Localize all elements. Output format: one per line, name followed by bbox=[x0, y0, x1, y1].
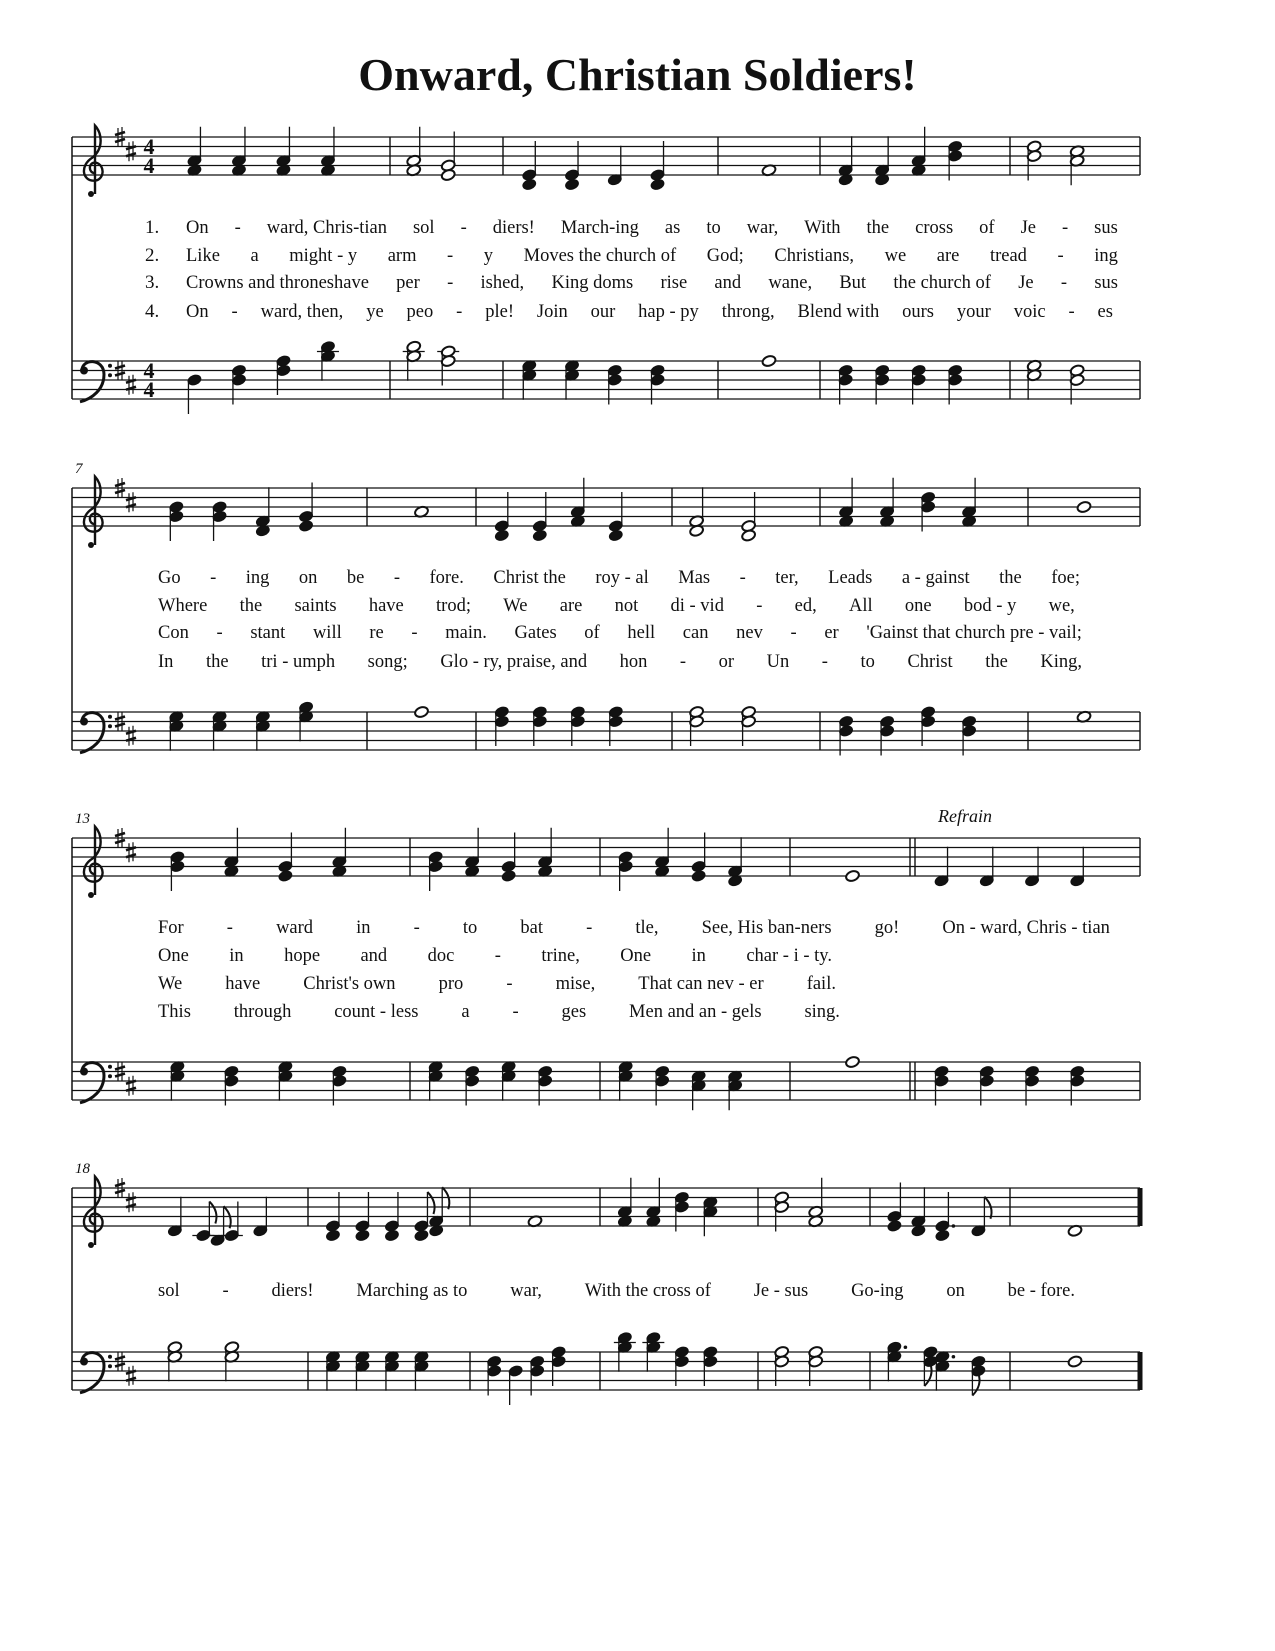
treble-clef-icon bbox=[84, 1177, 103, 1248]
lyric-syllable: a bbox=[461, 1001, 470, 1022]
measure-number: 13 bbox=[75, 811, 90, 827]
lyric-syllable: main. bbox=[445, 622, 487, 643]
lyric-syllable: ges bbox=[561, 1001, 587, 1022]
lyric-line bbox=[186, 300, 1113, 324]
lyric-syllable: have bbox=[368, 595, 404, 616]
syllable-hyphen: - bbox=[234, 217, 241, 238]
note-head bbox=[298, 519, 314, 532]
system-3 bbox=[72, 827, 1140, 1111]
lyric-syllable: hap - py bbox=[638, 301, 699, 322]
note-head bbox=[741, 529, 757, 542]
lyric-syllable: ed, bbox=[794, 595, 817, 616]
lyric-syllable: Marching as to bbox=[356, 1280, 468, 1301]
lyric-syllable: trod; bbox=[436, 595, 471, 616]
lyric-syllable: hell bbox=[627, 622, 656, 643]
lyric-syllable: arm bbox=[387, 245, 417, 266]
measure bbox=[494, 478, 624, 542]
syllable-hyphen: - bbox=[1060, 272, 1068, 293]
bass-staff bbox=[72, 1055, 1140, 1110]
measure-number: 7 bbox=[75, 461, 83, 477]
lyric-syllable: we bbox=[884, 245, 907, 266]
note-head bbox=[761, 354, 777, 367]
lyric-syllable: ward, then, bbox=[260, 301, 344, 322]
syllable-hyphen: - bbox=[226, 917, 233, 938]
measure bbox=[187, 127, 336, 177]
syllable-hyphen: - bbox=[222, 1280, 229, 1301]
measure bbox=[1026, 359, 1085, 404]
time-signature-denominator: 4 bbox=[143, 377, 155, 402]
lyric-line bbox=[158, 1000, 840, 1024]
lyric-syllable: ye bbox=[366, 301, 384, 322]
measure bbox=[845, 869, 861, 882]
treble-clef-icon bbox=[84, 477, 103, 548]
lyric-syllable: the bbox=[239, 595, 263, 616]
lyric-syllable: mise, bbox=[555, 973, 596, 994]
note-head bbox=[414, 705, 430, 718]
lyric-syllable: Leads bbox=[828, 567, 873, 588]
treble-staff bbox=[72, 827, 1140, 898]
lyric-line bbox=[158, 594, 1075, 618]
measure bbox=[761, 354, 777, 367]
lyric-syllable: rise bbox=[660, 272, 688, 293]
lyric-syllable: throng, bbox=[721, 301, 775, 322]
lyric-syllable: bat bbox=[520, 917, 543, 938]
lyric-syllable: Go bbox=[158, 567, 181, 588]
lyric-syllable: diers! bbox=[492, 217, 535, 238]
lyric-syllable: ter, bbox=[775, 567, 799, 588]
syllable-hyphen: - bbox=[413, 917, 420, 938]
lyric-syllable: Christ the bbox=[493, 567, 566, 588]
hymn-title: Onward, Christian Soldiers! bbox=[358, 49, 917, 100]
measure bbox=[486, 1345, 566, 1405]
lyric-syllable: Glo - ry, praise, and bbox=[440, 651, 588, 672]
lyric-syllable: sol bbox=[412, 217, 435, 238]
time-signature-numerator: 4 bbox=[143, 358, 155, 383]
measure bbox=[414, 705, 430, 718]
note-head bbox=[1067, 1355, 1083, 1368]
lyric-syllable: saints bbox=[294, 595, 337, 616]
lyric-syllable: sol bbox=[158, 1280, 180, 1301]
measure bbox=[887, 1183, 992, 1243]
lyric-syllable: Blend with bbox=[797, 301, 880, 322]
syllable-hyphen: - bbox=[679, 651, 687, 672]
note-head bbox=[845, 1055, 861, 1068]
lyric-syllable: King, bbox=[1040, 651, 1082, 672]
syllable-hyphen: - bbox=[739, 567, 746, 588]
lyric-syllable: Moves the church of bbox=[523, 245, 677, 266]
verse-number: 4. bbox=[145, 301, 160, 322]
lyric-syllable: be - fore. bbox=[1007, 1280, 1075, 1301]
syllable-hyphen: - bbox=[460, 217, 467, 238]
lyric-syllable: to bbox=[706, 217, 721, 238]
treble-staff bbox=[72, 1177, 1140, 1248]
lyric-syllable: in bbox=[229, 945, 244, 966]
note-head bbox=[278, 869, 294, 882]
lyric-syllable: your bbox=[956, 301, 991, 322]
lyric-line bbox=[158, 621, 1082, 645]
sharp-icon bbox=[126, 1192, 136, 1212]
lyric-syllable: Je bbox=[1020, 217, 1036, 238]
note-head bbox=[564, 178, 580, 191]
lyric-syllable: foe; bbox=[1051, 567, 1080, 588]
lyric-syllable: pro bbox=[438, 973, 464, 994]
lyric-syllable: will bbox=[312, 622, 342, 643]
refrain-label: Refrain bbox=[938, 806, 992, 826]
lyric-syllable: or bbox=[718, 651, 735, 672]
lyric-syllable: Crowns and throneshave bbox=[186, 272, 369, 293]
lyric-syllable: war, bbox=[746, 217, 779, 238]
note-head bbox=[1076, 500, 1092, 513]
bass-clef-icon bbox=[80, 1063, 112, 1103]
syllable-hyphen: - bbox=[447, 272, 454, 293]
syllable-hyphen: - bbox=[1061, 217, 1069, 238]
lyric-syllable: On - ward, Chris - tian bbox=[942, 917, 1110, 938]
lyric-syllable: the bbox=[866, 217, 890, 238]
note-head bbox=[521, 178, 537, 191]
lyric-syllable: Christians, bbox=[774, 245, 855, 266]
note-head bbox=[845, 869, 861, 882]
lyric-syllable: have bbox=[225, 973, 261, 994]
lyric-syllable: and bbox=[360, 945, 388, 966]
lyric-syllable: March-ing bbox=[560, 217, 639, 238]
lyric-syllable: as bbox=[664, 217, 681, 238]
lyric-syllable: war, bbox=[510, 1280, 542, 1301]
lyric-syllable: in bbox=[691, 945, 706, 966]
lyric-line bbox=[186, 216, 1118, 240]
sharp-icon bbox=[126, 141, 136, 161]
lyric-syllable: we, bbox=[1048, 595, 1075, 616]
lyric-syllable: the church of bbox=[893, 272, 991, 293]
measure bbox=[614, 1331, 718, 1386]
lyric-syllable: roy - al bbox=[595, 567, 649, 588]
lyric-syllable: per bbox=[396, 272, 420, 293]
measure bbox=[406, 127, 456, 182]
lyric-syllable: stant bbox=[250, 622, 286, 643]
treble-staff bbox=[72, 126, 1140, 197]
measure bbox=[618, 828, 743, 891]
bass-staff bbox=[72, 701, 1140, 756]
lyric-syllable: Join bbox=[536, 301, 568, 322]
lyric-syllable: di - vid bbox=[670, 595, 724, 616]
lyric-syllable: With the cross of bbox=[584, 1280, 711, 1301]
lyric-syllable: sus bbox=[1094, 272, 1118, 293]
bass-staff bbox=[72, 1331, 1140, 1405]
lyric-syllable: In bbox=[158, 651, 174, 672]
system-1 bbox=[72, 126, 1140, 414]
lyric-syllable: to bbox=[462, 917, 478, 938]
lyric-syllable: 'Gainst that church pre - vail; bbox=[866, 622, 1082, 643]
lyric-syllable: King doms bbox=[551, 272, 634, 293]
lyric-syllable: cross bbox=[915, 217, 954, 238]
lyric-syllable: the bbox=[205, 651, 229, 672]
lyric-syllable: our bbox=[590, 301, 616, 322]
verse-number: 3. bbox=[145, 272, 160, 293]
lyric-syllable: fore. bbox=[429, 567, 464, 588]
lyric-syllable: not bbox=[614, 595, 639, 616]
measure bbox=[170, 1060, 348, 1105]
lyric-syllable: of bbox=[979, 217, 995, 238]
syllable-hyphen: - bbox=[210, 567, 217, 588]
lyric-syllable: Like bbox=[186, 245, 220, 266]
measure bbox=[1067, 1355, 1083, 1368]
syllable-hyphen: - bbox=[231, 301, 238, 322]
measure bbox=[170, 828, 348, 891]
lyric-syllable: Je - sus bbox=[753, 1280, 809, 1301]
lyric-syllable: tle, bbox=[635, 917, 659, 938]
measure-number: 18 bbox=[75, 1161, 90, 1177]
lyric-syllable: on bbox=[298, 567, 318, 588]
lyric-syllable: one bbox=[904, 595, 932, 616]
lyric-syllable: Men and an - gels bbox=[629, 1001, 762, 1022]
time-signature-numerator: 4 bbox=[143, 134, 155, 159]
lyric-syllable: sus bbox=[1094, 217, 1118, 238]
measure bbox=[428, 1060, 553, 1105]
lyric-syllable: Je bbox=[1018, 272, 1034, 293]
lyric-line bbox=[158, 650, 1082, 674]
note-head bbox=[691, 869, 707, 882]
lyric-syllable: Go-ing bbox=[851, 1280, 904, 1301]
note-head bbox=[887, 1219, 903, 1232]
measure bbox=[838, 478, 977, 532]
lyric-syllable: ished, bbox=[480, 272, 525, 293]
note-head bbox=[440, 168, 456, 181]
lyric-syllable: Mas bbox=[678, 567, 711, 588]
lyric-syllable: of bbox=[584, 622, 600, 643]
sharp-icon bbox=[126, 726, 136, 746]
syllable-hyphen: - bbox=[393, 567, 400, 588]
lyric-syllable: are bbox=[936, 245, 960, 266]
note-head bbox=[384, 1229, 400, 1242]
lyric-syllable: trine, bbox=[541, 945, 580, 966]
measure bbox=[167, 1197, 268, 1247]
syllable-hyphen: - bbox=[447, 245, 454, 266]
measure bbox=[325, 1187, 449, 1242]
lyric-syllable: y bbox=[483, 245, 494, 266]
sharp-icon bbox=[126, 1076, 136, 1096]
syllable-hyphen: - bbox=[411, 622, 418, 643]
measure bbox=[618, 1060, 743, 1110]
note-head bbox=[355, 1229, 371, 1242]
lyric-syllable: might - y bbox=[289, 245, 358, 266]
measure bbox=[887, 1341, 987, 1396]
note-head bbox=[501, 869, 517, 882]
lyric-syllable: ours bbox=[902, 301, 934, 322]
measure bbox=[169, 483, 314, 542]
note-head bbox=[608, 529, 624, 542]
measure bbox=[689, 487, 757, 542]
syllable-hyphen: - bbox=[506, 973, 513, 994]
lyric-syllable: We bbox=[503, 595, 528, 616]
lyric-syllable: diers! bbox=[271, 1280, 314, 1301]
lyric-syllable: ing bbox=[245, 567, 270, 588]
lyric-syllable: sing. bbox=[804, 1001, 840, 1022]
measure bbox=[169, 701, 314, 751]
verse-number: 1. bbox=[145, 217, 160, 238]
lyric-syllable: Gates bbox=[514, 622, 557, 643]
lyric-line bbox=[158, 916, 1110, 940]
lyric-syllable: One bbox=[620, 945, 652, 966]
note-head bbox=[650, 178, 666, 191]
lyric-syllable: ple! bbox=[485, 301, 514, 322]
lyric-syllable: God; bbox=[706, 245, 744, 266]
lyric-syllable: Con bbox=[158, 622, 189, 643]
lyric-syllable: Christ bbox=[907, 651, 953, 672]
treble-clef-icon bbox=[84, 126, 103, 197]
lyric-syllable: in bbox=[356, 917, 371, 938]
lyric-syllable: nev bbox=[736, 622, 763, 643]
measure bbox=[428, 828, 553, 891]
syllable-hyphen: - bbox=[1057, 245, 1064, 266]
lyric-syllable: tread bbox=[989, 245, 1027, 266]
lyric-syllable: peo bbox=[406, 301, 434, 322]
syllable-hyphen: - bbox=[494, 945, 501, 966]
lyric-line bbox=[158, 566, 1080, 590]
lyric-syllable: can bbox=[682, 622, 709, 643]
lyric-syllable: For bbox=[158, 917, 184, 938]
lyric-syllable: ward, Chris-tian bbox=[266, 217, 387, 238]
lyric-line bbox=[158, 944, 832, 968]
lyric-syllable: and bbox=[714, 272, 742, 293]
measure bbox=[187, 340, 339, 414]
syllable-hyphen: - bbox=[821, 651, 828, 672]
lyric-syllable: ward bbox=[276, 917, 314, 938]
lyric-syllable: doc bbox=[427, 945, 455, 966]
sharp-icon bbox=[126, 375, 136, 395]
lyric-syllable: count - less bbox=[334, 1001, 419, 1022]
lyric-syllable: the bbox=[985, 651, 1008, 672]
syllable-hyphen: - bbox=[1068, 301, 1075, 322]
lyric-syllable: ing bbox=[1094, 245, 1118, 266]
lyric-syllable: One bbox=[158, 945, 189, 966]
verse-number: 2. bbox=[145, 245, 160, 266]
measure bbox=[403, 340, 460, 385]
lyric-syllable: bod - y bbox=[963, 595, 1017, 616]
lyric-syllable: That can nev - er bbox=[638, 973, 764, 994]
sharp-icon bbox=[126, 492, 136, 512]
lyric-syllable: are bbox=[559, 595, 583, 616]
bass-clef-icon bbox=[80, 362, 112, 402]
lyric-syllable: We bbox=[158, 973, 183, 994]
syllable-hyphen: - bbox=[790, 622, 797, 643]
time-signature-denominator: 4 bbox=[143, 153, 155, 178]
note-head bbox=[325, 1229, 341, 1242]
syllable-hyphen: - bbox=[216, 622, 223, 643]
lyric-syllable: a - gainst bbox=[901, 567, 970, 588]
lyric-syllable: But bbox=[839, 272, 867, 293]
lyric-syllable: er bbox=[824, 622, 839, 643]
lyric-syllable: On bbox=[186, 301, 209, 322]
note-head bbox=[935, 1229, 951, 1242]
lyric-syllable: be bbox=[346, 567, 365, 588]
note-head bbox=[532, 529, 548, 542]
lyric-syllable: hon bbox=[619, 651, 648, 672]
lyric-syllable: See, His ban-ners bbox=[701, 917, 832, 938]
sharp-icon bbox=[126, 842, 136, 862]
lyric-syllable: voic bbox=[1013, 301, 1046, 322]
lyric-syllable: on bbox=[946, 1280, 965, 1301]
note-head bbox=[414, 1229, 430, 1242]
lyric-syllable: to bbox=[860, 651, 875, 672]
lyric-syllable: On bbox=[186, 217, 209, 238]
lyric-syllable: All bbox=[849, 595, 873, 616]
lyric-syllable: tri - umph bbox=[261, 651, 336, 672]
treble-clef-icon bbox=[84, 827, 103, 898]
lyric-syllable: the bbox=[999, 567, 1022, 588]
lyric-syllable: Un bbox=[766, 651, 790, 672]
lyric-line bbox=[158, 972, 836, 996]
measure bbox=[774, 1178, 824, 1232]
lyric-line bbox=[158, 1279, 1075, 1303]
lyric-syllable: go! bbox=[874, 917, 900, 938]
lyric-syllable: re bbox=[369, 622, 384, 643]
bass-clef-icon bbox=[80, 1353, 112, 1393]
lyric-syllable: a bbox=[250, 245, 259, 266]
sharp-icon bbox=[126, 1366, 136, 1386]
lyric-line bbox=[186, 271, 1118, 295]
note-head bbox=[494, 529, 510, 542]
bass-staff bbox=[72, 340, 1140, 414]
bass-clef-icon bbox=[80, 713, 112, 753]
lyric-syllable: Where bbox=[158, 595, 208, 616]
lyric-syllable: song; bbox=[367, 651, 408, 672]
syllable-hyphen: - bbox=[586, 917, 593, 938]
lyric-syllable: es bbox=[1097, 301, 1113, 322]
syllable-hyphen: - bbox=[512, 1001, 519, 1022]
lyric-syllable: wane, bbox=[768, 272, 813, 293]
lyric-syllable: fail. bbox=[806, 973, 836, 994]
lyric-syllable: With bbox=[804, 217, 841, 238]
measure bbox=[521, 359, 665, 404]
syllable-hyphen: - bbox=[756, 595, 763, 616]
measure bbox=[845, 1055, 861, 1068]
syllable-hyphen: - bbox=[456, 301, 463, 322]
lyric-syllable: through bbox=[233, 1001, 292, 1022]
lyric-syllable: hope bbox=[284, 945, 321, 966]
measure bbox=[1076, 500, 1092, 513]
lyric-syllable: char - i - ty. bbox=[746, 945, 832, 966]
lyric-syllable: This bbox=[158, 1001, 191, 1022]
treble-staff bbox=[72, 477, 1140, 548]
lyric-line bbox=[186, 244, 1118, 268]
lyric-syllable: Christ's own bbox=[303, 973, 396, 994]
